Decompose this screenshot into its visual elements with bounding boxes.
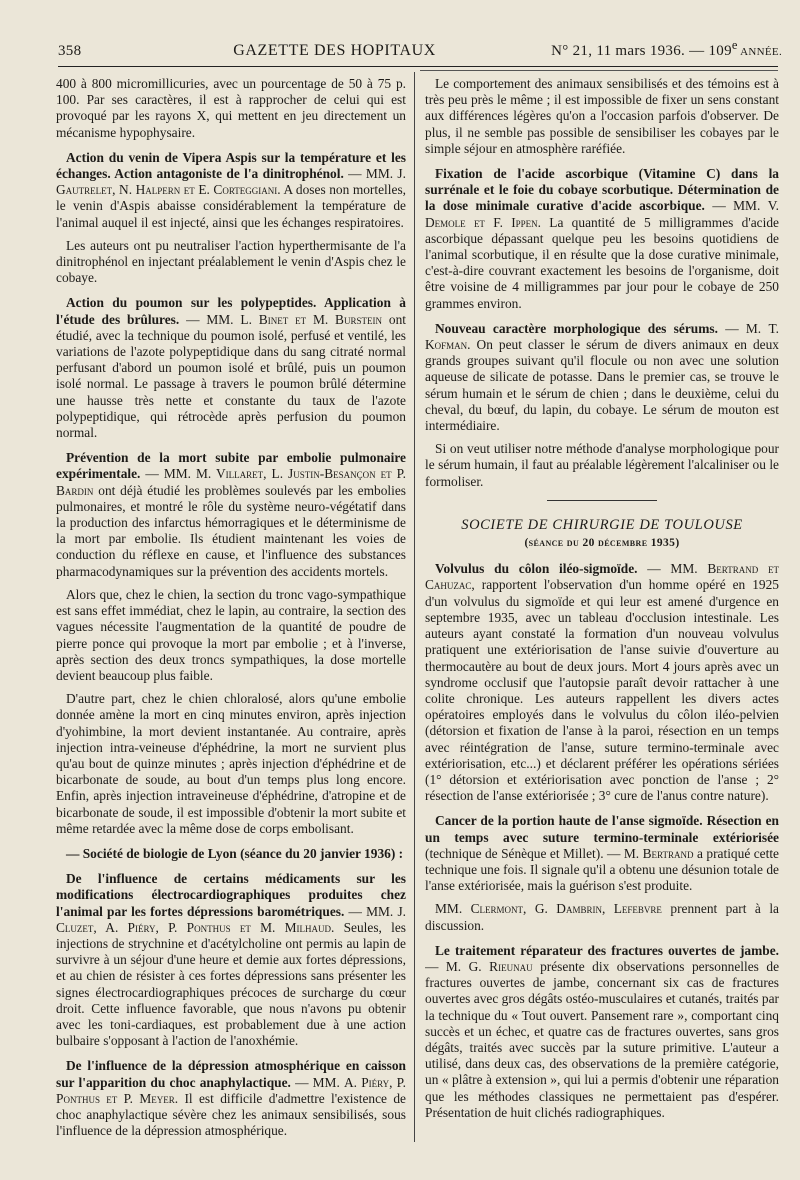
authors: Bertrand <box>642 845 694 861</box>
authors: MM. Clermont, G. Dambrin, Lefebvre <box>435 901 662 917</box>
page-number: 358 <box>58 43 82 59</box>
society-session: (séance du 20 décembre 1935) <box>524 537 680 550</box>
article-electrocardiographie: De l'influence de certains médicaments sur les modifications électrocardiographiques produites chez l'animal par les fortes dépressions barométriques. — MM. J. Cluzet, A. Piéry, P. Ponthus et M. Milhaud. Seules, les injections de strychnine et d'acétylcholine ont permis au lapin de survivre à un séjour d'une heure et demie aux fortes dépressions, et au chien de résister à ces fortes dépressions sans présenter les signes électrocardiographiques précoces de surcharge du cœur droit. Cette influence favorable, que nous n'avons pu obtenir avec les toni-cardiaques, est probablement due à une action bulbaire s'opposant à l'action de l'anoxhémie. <box>56 871 406 1049</box>
article-title: Action du poumon sur les polypeptides. Application à l'étude des brûlures. <box>56 295 406 327</box>
left-column <box>56 76 406 1172</box>
column-divider <box>414 72 415 1142</box>
article-title: De l'influence de la dépression atmosphérique en caisson sur l'apparition du choc anaphylactique. <box>56 1058 406 1090</box>
article-title: Fixation de l'acide ascorbique (Vitamine C) dans la surrénale et le foie du cobaye scorbutique. Détermination de la dose minimale curative d'acide ascorbique. <box>425 166 779 214</box>
article-title: Volvulus du côlon iléo-sigmoïde. <box>435 561 638 577</box>
authors: V. Demole et F. Ippen. <box>425 198 779 230</box>
article-vipera-aspis: Action du venin de Vipera Aspis sur la température et les échanges. Action antagoniste de l'a dinitrophénol. — MM. J. Gautrelet, N. Halpern et E. Corteggiani. A doses non mortelles, le venin d'Aspis abaisse considérablement la température de l'animal auquel il est injecté, ainsi que les échanges respiratoires. <box>56 149 406 230</box>
article-choc-anaphylactique: De l'influence de la dépression atmosphérique en caisson sur l'apparition du choc anaphylactique. — MM. A. Piéry, P. Ponthus et P. Meyer. Il est difficile d'admettre l'existence de choc anaphylactique sévère chez les animaux sensibilisés, sous l'influence de la dépression atmosphérique. <box>56 1058 406 1139</box>
article-title: Cancer de la portion haute de l'anse sigmoïde. Résection en un temps avec suture termino-terminale extériorisée <box>425 813 779 845</box>
authors: T. Kofman. <box>425 320 779 353</box>
paragraph: 400 à 800 micromillicuries, avec un pourcentage de 50 à 75 p. 100. Par ses caractères, il est à rapprocher de celui qui est provoqué par les rayons X, qui mettent en jeu directement un mécanisme hypophysaire. <box>56 76 406 140</box>
article-poumon-polypeptides: Action du poumon sur les polypeptides. Application à l'étude des brûlures. — MM. L. Binet et M. Burstein ont étudié, avec la technique du poumon isolé, perfusé et ventilé, les variations de l'azote polypeptidique dans du sang citraté normal perfusant d'abord un poumon isolé et brûlé, puis un poumon isolé normal. Le passage à travers le poumon brûlé détermine une hausse très nette et constante du taux de l'azote polypeptidique, qui rétrocède après perfusion du poumon normal. <box>56 295 406 441</box>
paragraph: Les auteurs ont pu neutraliser l'action hyperthermisante de l'a dinitrophénol en injectant préalablement le venin d'Aspis chez le cobaye. <box>56 237 406 286</box>
paragraph: D'autre part, chez le chien chloralosé, alors qu'une embolie donnée amène la mort en cinq minutes environ, après injection d'yohimbine, la mort devient instantanée. Au contraire, après injection intra-veineuse d'éphédrine, la mort ne survient plus qu'au bout de quinze minutes ; après injection d'éphédrine et de bicarbonate de soude, au bout d'un temps plus long encore. Enfin, après injection intraveineuse d'éphédrine, d'atropine et de bicarbonate de soude, il est impossible d'obtenir la mort subite et même retardée avec la même dose de corps embolisant. <box>56 691 406 836</box>
paragraph: Le comportement des animaux sensibilisés et des témoins est à très peu près le même ; il est impossible de fixer un sens constant aux différences légères qu'on a l'occasion parfois d'observer. De plus, il ne semble pas possible de sensibiliser les cobayes par le simple séjour en atmosphère raréfiée. <box>425 76 779 156</box>
journal-title: GAZETTE DES HOPITAUX <box>233 42 436 59</box>
article-volvulus: Volvulus du côlon iléo-sigmoïde. — MM. Bertrand et Cahuzac, rapportent l'observation d'un homme opéré en 1925 d'un volvulus du sigmoïde et qui leur est amené d'urgence en septembre 1935, avec un tableau d'occlusion intestinale. Les auteurs ayant constaté la formation d'un nouveau volvulus pratiquent une extériorisation de l'anse suivie d'ouverture au thermocautère au bout de deux jours. Mort 4 jours après avec un syndrome occlusif que l'autopsie paraît devoir rattacher à une colite chronique. Les auteurs rappellent les divers actes opératoires employés dans le volvulus du côlon iléo-pelvien (détorsion et fixation de l'anse à la paroi, résection en un temps avec réintégration de l'anse, suture termino-terminale avec extériorisation, etc...) et déclarent préférer les opérations sériées (1° détorsion et extériorisation avec ponction de l'anse ; 2° résection de l'anse extériorisée ; 3° cure de l'anus contre nature). <box>425 561 779 804</box>
authors: M. Villaret, L. Justin-Besançon et P. Bardin <box>56 466 406 498</box>
article-fractures-jambe: Le traitement réparateur des fractures ouvertes de jambe. — M. G. Rieunau présente dix observations personnelles de fractures ouvertes de jambe, concernant six cas de fractures ouvertes avec gros dégâts ostéo-musculaires et cutanés, traités par la technique du « Tout ouvert. Pansement rare », comportant cinq succès et un échec, et quatre cas de fractures ouvertes, sans gros dégâts, traités avec succès par la suture primitive. L'auteur a utilisé, dans deux cas, des observations de la première catégorie, un « plâtre à extension », qui lui a permis d'obtenir une réparation que les méthodes classiques ne permettaient pas d'espérer. Présentation de huit clichés radiographiques. <box>425 942 779 1120</box>
paragraph: Si on veut utiliser notre méthode d'analyse morphologique pour le sérum humain, il faut au préalable légèrement l'alcaliniser ou le formoliser. <box>425 441 779 489</box>
article-serums: Nouveau caractère morphologique des sérums. — M. T. Kofman. On peut classer le sérum de divers animaux en deux grands groupes suivant qu'il flocule ou non avec une solution aqueuse de silicate de potasse. Dans le premier cas, se trouve le sérum humain et le sérum de chien ; dans le deuxième, celui du cheval, du bœuf, du lapin, du cobaye. Le sérum de mouton est intermédiaire. <box>425 320 779 434</box>
article-acide-ascorbique: Fixation de l'acide ascorbique (Vitamine C) dans la surrénale et le foie du cobaye scorbutique. Détermination de la dose minimale curative d'acide ascorbique. — MM. V. Demole et F. Ippen. La quantité de 5 milligrammes d'acide ascorbique dépassant quelque peu les besoins quotidiens de l'animal scorbutique, il en résulte que la dose curative minimale, c'est-à-dire couvrant exactement les besoins de l'organisme, doit être voisine de 4 milligrammes par jour pour le cobaye de 250 grammes environ. <box>425 166 779 311</box>
article-title: Le traitement réparateur des fractures ouvertes de jambe. <box>435 942 779 958</box>
authors: Bertrand et Cahuzac, <box>425 561 779 593</box>
article-title: Nouveau caractère morphologique des sérums. <box>435 320 718 336</box>
article-cancer-sigmoide: Cancer de la portion haute de l'anse sigmoïde. Résection en un temps avec suture termino-terminale extériorisée (technique de Sénèque et Millet). — M. Bertrand a pratiqué cette technique une fois. Il signale qu'il a obtenu une désunion totale de l'anse extériorisée, mais la guérison s'est produite. <box>425 813 779 894</box>
authors: A. Piéry, P. Ponthus et P. Meyer. <box>56 1074 406 1106</box>
header-rule <box>58 66 778 67</box>
paragraph: Alors que, chez le chien, la section du tronc vago-sympathique est sans effet immédiat, chez le lapin, au contraire, la section des vagues nécessite l'augmentation de la quantité de poudre de pierre ponce qui provoque la mort par embolie ; et à l'inverse, après section des deux troncs sympathiques, la dose mortelle devient beaucoup plus faible. <box>56 586 406 683</box>
section-rule <box>547 500 657 501</box>
paragraph: MM. Clermont, G. Dambrin, Lefebvre prennent part à la discussion. <box>425 901 779 933</box>
article-title: Action du venin de Vipera Aspis sur la température et les échanges. Action antagoniste de l'a dinitrophénol. <box>56 149 406 182</box>
article-title: De l'influence de certains médicaments sur les modifications électrocardiographiques produites chez l'animal par les fortes dépressions barométriques. <box>56 871 406 919</box>
authors: J. Cluzet, A. Piéry, P. Ponthus et M. Milhaud. <box>56 903 406 935</box>
article-title: Prévention de la mort subite par embolie pulmonaire expérimentale. <box>56 450 406 482</box>
authors: L. Binet et M. Burstein <box>240 311 382 327</box>
article-embolie-pulmonaire: Prévention de la mort subite par embolie pulmonaire expérimentale. — MM. M. Villaret, L. Justin-Besançon et P. Bardin ont déjà étudié les problèmes soulevés par les embolies pulmonaires, et montré le rôle du système neuro-végétatif dans la production des infarctus hémorragiques et le déterminisme de la mort par embolie. Ils étudient maintenant les voies de conduction du réflexe en cause, et l'influence des substances pharmacodynamiques sur la prévention des accidents mortels. <box>56 450 406 579</box>
page-header <box>58 38 782 64</box>
header-rule-thin <box>420 70 778 71</box>
authors: J. Gautrelet, N. Halpern et E. Corteggiani. <box>56 166 406 198</box>
right-column <box>425 76 779 1172</box>
issue-info: N° 21, 11 mars 1936. — 109e ANNÉE. <box>551 38 782 59</box>
authors: G. Rieunau <box>468 958 533 974</box>
society-title: SOCIETE DE CHIRURGIE DE TOULOUSE <box>461 516 743 533</box>
section-heading-lyon: — Société de biologie de Lyon (séance du 20 janvier 1936) : <box>66 845 404 861</box>
